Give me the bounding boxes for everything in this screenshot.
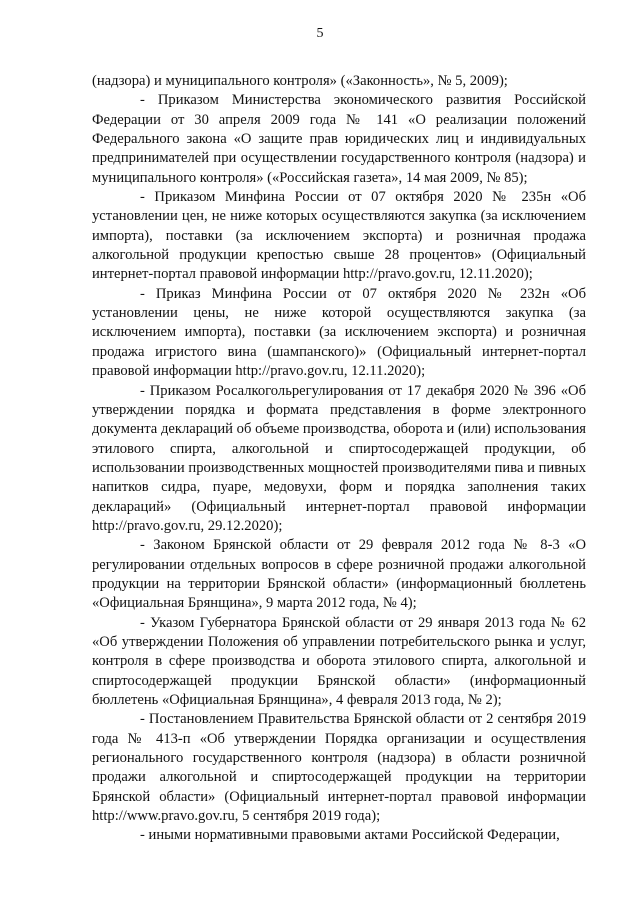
list-item: - Законом Брянской области от 29 февраля 2012 года № 8-3 «О регулировании отдельных вопросов в сфере розничной продажи алкогольной продукции на территории Брянской области» (информационный бюллетень «Официальная Брянщина», 9 марта 2012 года, № 4); [92, 537, 586, 612]
paragraph-continuation: (надзора) и муниципального контроля» («Законность», № 5, 2009); [92, 73, 508, 89]
document-body [92, 72, 586, 846]
list-item: - Приказом Росалкогольрегулирования от 17 декабря 2020 № 396 «Об утверждении порядка и формата представления в форме электронного документа деклараций об объеме производства, оборота и (или) использования этилового спирта, алкогольной и спиртосодержащей продукции, об использовании производственных мощностей производителями пива и пивных напитков сидра, пуаре, медовухи, форм и порядка заполнения таких деклараций» (Официальный интернет-портал правовой информации http://pravo.gov.ru, 29.12.2020); [92, 382, 586, 534]
list-item: - Приказом Минфина России от 07 октября 2020 № 235н «Об установлении цен, не ниже которых осуществляются закупка (за исключением импорта), поставки (за исключением экспорта) и розничная продажа алкогольной продукции крепостью свыше 28 процентов» (Официальный интернет-портал правовой информации http://pravo.gov.ru, 12.11.2020); [92, 189, 586, 283]
list-item: - иными нормативными правовыми актами Российской Федерации, [140, 827, 560, 844]
list-item: - Постановлением Правительства Брянской области от 2 сентября 2019 года № 413-п «Об утверждении Порядка организации и осуществления регионального государственного контроля (надзора) в области розничной продажи алкогольной и спиртосодержащей продукции на территории Брянской области» (Официальный интернет-портал правовой информации http://www.pravo.gov.ru, 5 сентября 2019 года); [92, 711, 586, 825]
list-item: - Приказ Минфина России от 07 октября 2020 № 232н «Об установлении цены, не ниже которой осуществляются закупка (за исключением импорта), поставки (за исключением экспорта) и розничная продажа игристого вина (шампанского)» (Официальный интернет-портал правовой информации http://pravo.gov.ru, 12.11.2020); [92, 285, 586, 380]
page-number: 5 [316, 26, 324, 41]
list-item: - Приказом Министерства экономического развития Российской Федерации от 30 апреля 2009 года № 141 «О реализации положений Федерального закона «О защите прав юридических лиц и индивидуальных предпринимателей при осуществлении государственного контроля (надзора) и муниципального контроля» («Российская газета», 14 мая 2009, № 85); [92, 92, 586, 186]
list-item: - Указом Губернатора Брянской области от 29 января 2013 года № 62 «Об утверждении Положения об управлении потребительского рынка и услуг, контроля в сфере производства и оборота этилового спирта, алкогольной и спиртосодержащей продукции Брянской области» (информационный бюллетень «Официальная Брянщина», 4 февраля 2013 года, № 2); [92, 614, 586, 708]
